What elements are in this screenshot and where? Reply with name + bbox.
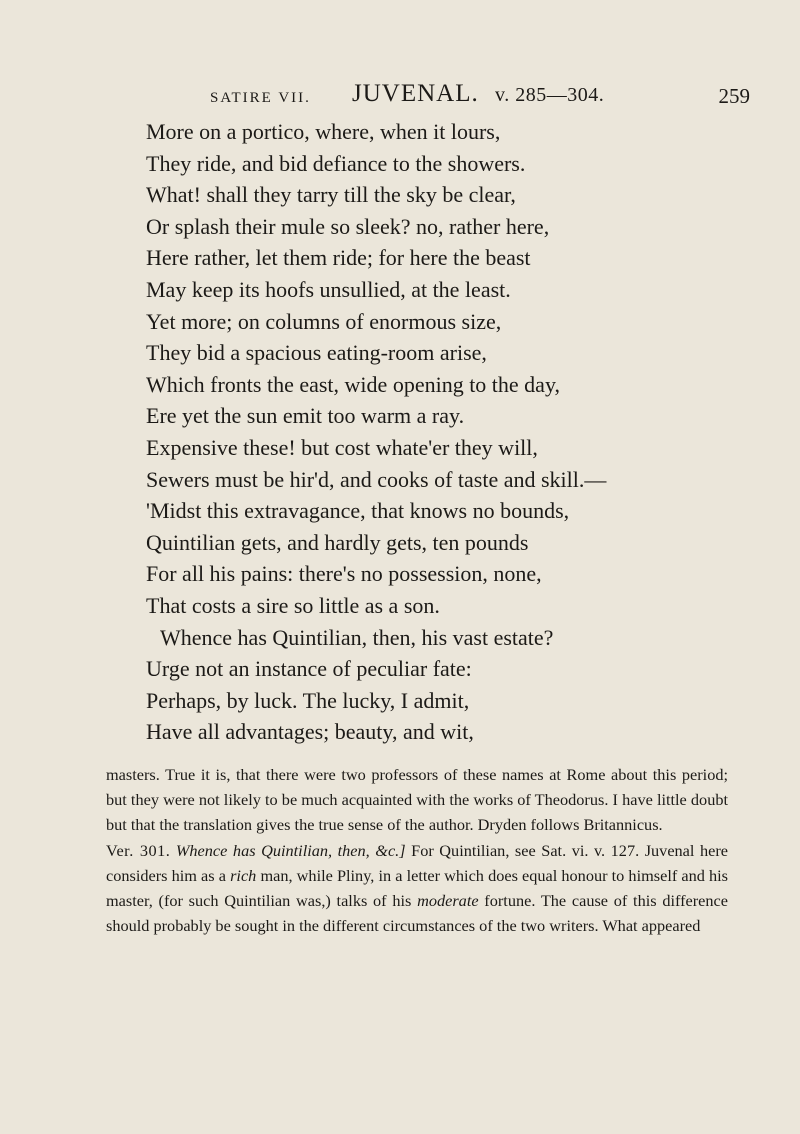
note-text: fortune. The cause of this difference should probably be sought in the different circumstances of the two writers. What appeared — [106, 891, 728, 936]
poem-text — [146, 116, 756, 748]
poem-line: Whence has Quintilian, then, his vast estate? — [160, 624, 554, 650]
poem-line: For all his pains: there's no possession, none, — [146, 561, 542, 587]
poem-line: Sewers must be hir'd, and cooks of taste and skill.— — [146, 466, 607, 492]
poem-line: Perhaps, by luck. The lucky, I admit, — [146, 687, 470, 713]
poem-line: More on a portico, where, when it lours, — [146, 119, 501, 144]
poem-line: Or splash their mule so sleek? no, rather here, — [146, 213, 550, 239]
poem-line: Here rather, let them ride; for here the beast — [146, 245, 531, 271]
emphasis-moderate: moderate — [417, 891, 479, 911]
poem-line: Which fronts the east, wide opening to the day, — [146, 371, 561, 397]
satire-number: SATIRE VII. — [210, 90, 311, 106]
emphasis-rich: rich — [230, 865, 257, 885]
footnote-paragraph — [106, 838, 728, 939]
poem-line: Quintilian gets, and hardly gets, ten pounds — [146, 529, 529, 555]
poem-line: Expensive these! but cost whate'er they will, — [146, 434, 538, 460]
poem-line: Have all advantages; beauty, and wit, — [146, 719, 474, 745]
footnotes — [106, 762, 728, 938]
author-name: JUVENAL. — [352, 80, 479, 107]
note-text: man, while Pliny, in a letter which does equal honour to himself and his master, (for such Quintilian was,) talks of his — [106, 865, 729, 911]
poem-line: They bid a spacious eating-room arise, — [146, 340, 487, 366]
footnote-paragraph: masters. True it is, that there were two professors of these names at Rome about this period; but they were not likely to be much acquainted with the works of Theodorus. I have little doubt but that the translation gives the true sense of the author. Dryden follows Britannicus. — [106, 765, 728, 835]
verse-label: Ver. 301. — [106, 840, 171, 860]
running-head — [210, 80, 750, 120]
poem-line: They ride, and bid defiance to the showers. — [146, 150, 526, 176]
poem-line: May keep its hoofs unsullied, at the least. — [146, 276, 511, 302]
verse-quote: Whence has Quintilian, then, &c.] — [175, 840, 406, 860]
poem-line: Ere yet the sun emit too warm a ray. — [146, 403, 465, 429]
verse-range: v. 285—304. — [495, 84, 605, 106]
page-number: 259 — [718, 84, 750, 108]
note-text: For Quintilian, see Sat. vi. v. 127. Juvenal here considers him as a — [106, 840, 728, 885]
poem-line: Yet more; on columns of enormous size, — [146, 308, 502, 334]
poem-line: 'Midst this extravagance, that knows no bounds, — [146, 498, 570, 524]
poem-line: What! shall they tarry till the sky be clear, — [146, 182, 516, 208]
poem-line: Urge not an instance of peculiar fate: — [146, 656, 472, 682]
poem-line: That costs a sire so little as a son. — [146, 592, 440, 618]
